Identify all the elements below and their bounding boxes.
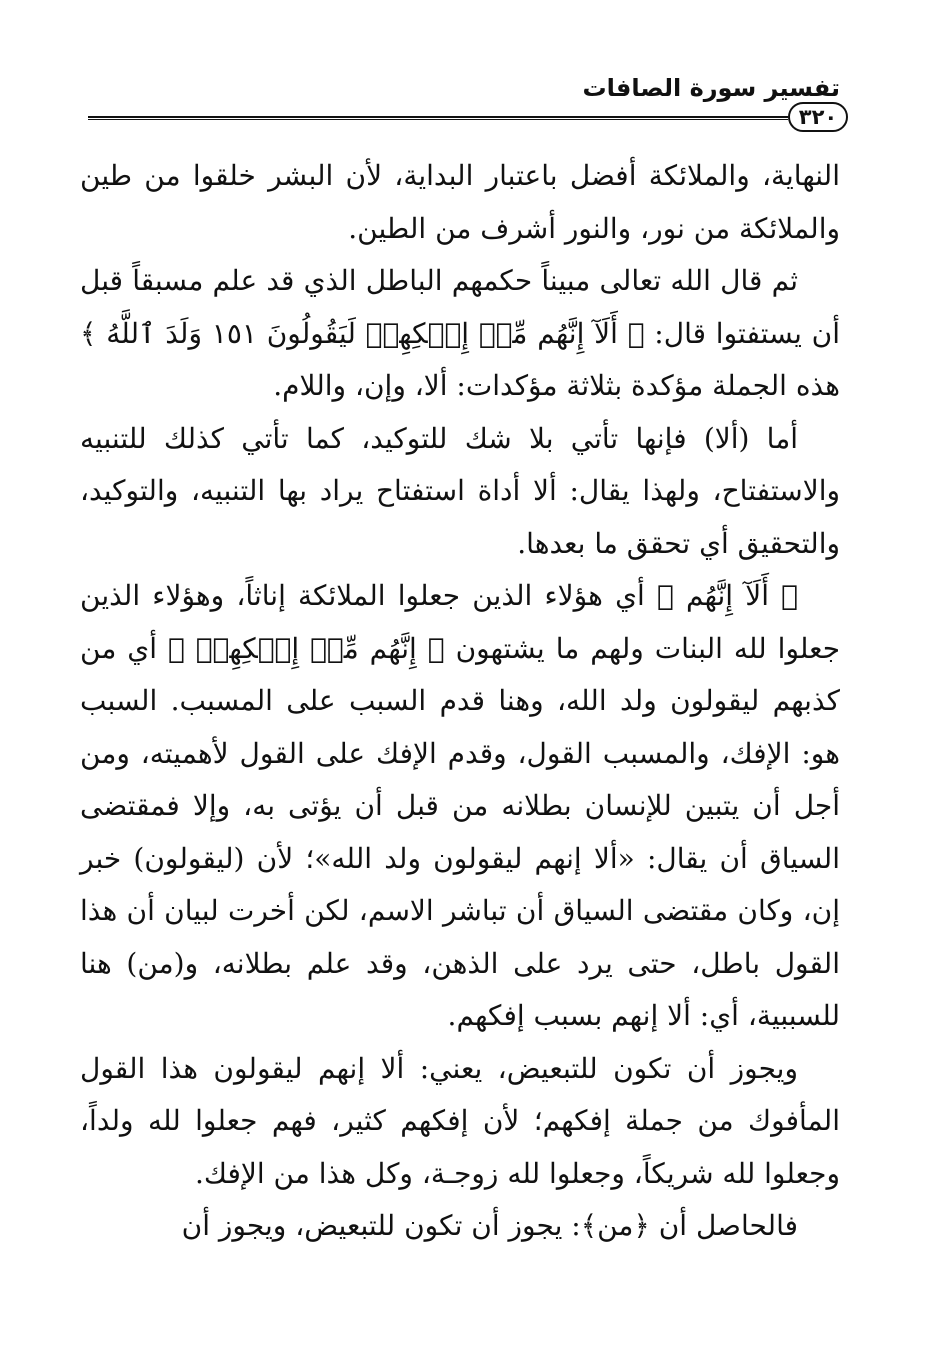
paragraph-6: فالحاصل أن ﴿من﴾: يجوز أن تكون للتبعيض، ويجوز أن — [181, 1209, 798, 1242]
paragraph-4: ﴿ أَلَآ إِنَّهُم ﴾ أي هؤلاء الذين جعلوا الملائكة إناثاً، وهؤلاء الذين جعلوا لله البنات ولهم ما يشتهون ﴿ إِنَّهُم مِّنۡ إِفۡكِهِمۡ ﴾ أي من كذبهم ليقولون ولد الله، وهنا قدم السبب على المسبب. السبب هو: الإفك، والمسبب القول، وقدم الإفك على القول لأهميته، ومن أجل أن يتبين للإنسان بطلانه من قبل أن يؤتى به، وإلا فمقتضى السياق أن يقال: «ألا إنهم ليقولون ولد الله»؛ لأن (ليقولون) خبر إن، وكان مقتضى السياق أن تباشر الاسم، لكن أخرت لبيان أن هذا القول باطل، حتى يرد على الذهن، وقد علم بطلانه، و(من) هنا للسببية، أي: ألا إنهم بسبب إفكهم. — [80, 579, 840, 1032]
paragraph-5: ويجوز أن تكون للتبعيض، يعني: ألا إنهم ليقولون هذا القول المأفوك من جملة إفكهم؛ لأن إفكهم كثير، فهم جعلوا لله ولداً، وجعلوا لله شريكاً، وجعلوا لله زوجـة، وكل هذا من الإفك. — [80, 1051, 840, 1190]
header-rule — [88, 116, 788, 120]
running-title: تفسير سورة الصافات — [582, 74, 840, 102]
paragraph-3: أما (ألا) فإنها تأتي بلا شك للتوكيد، كما تأتي كذلك للتنبيه والاستفتاح، ولهذا يقال: ألا أداة استفتاح يراد بها التنبيه، والتوكيد، والتحقيق أي تحقق ما بعدها. — [80, 421, 840, 560]
paragraph-1: النهاية، والملائكة أفضل باعتبار البداية، لأن البشر خلقوا من طين والملائكة من نور، والنور أشرف من الطين. — [80, 159, 840, 245]
paragraph-2: ثم قال الله تعالى مبيناً حكمهم الباطل الذي قد علم مسبقاً قبل أن يستفتوا قال: ﴿ أَلَآ إِنَّهُم مِّنۡ إِفۡكِهِمۡ لَيَقُولُونَ ١٥١ وَلَدَ ٱللَّهُ ﴾ هذه الجملة مؤكدة بثلاثة مؤكدات: ألا، وإن، واللام. — [80, 264, 841, 402]
page-number-badge: ٣٢٠ — [788, 102, 848, 132]
body-text — [80, 150, 840, 1253]
